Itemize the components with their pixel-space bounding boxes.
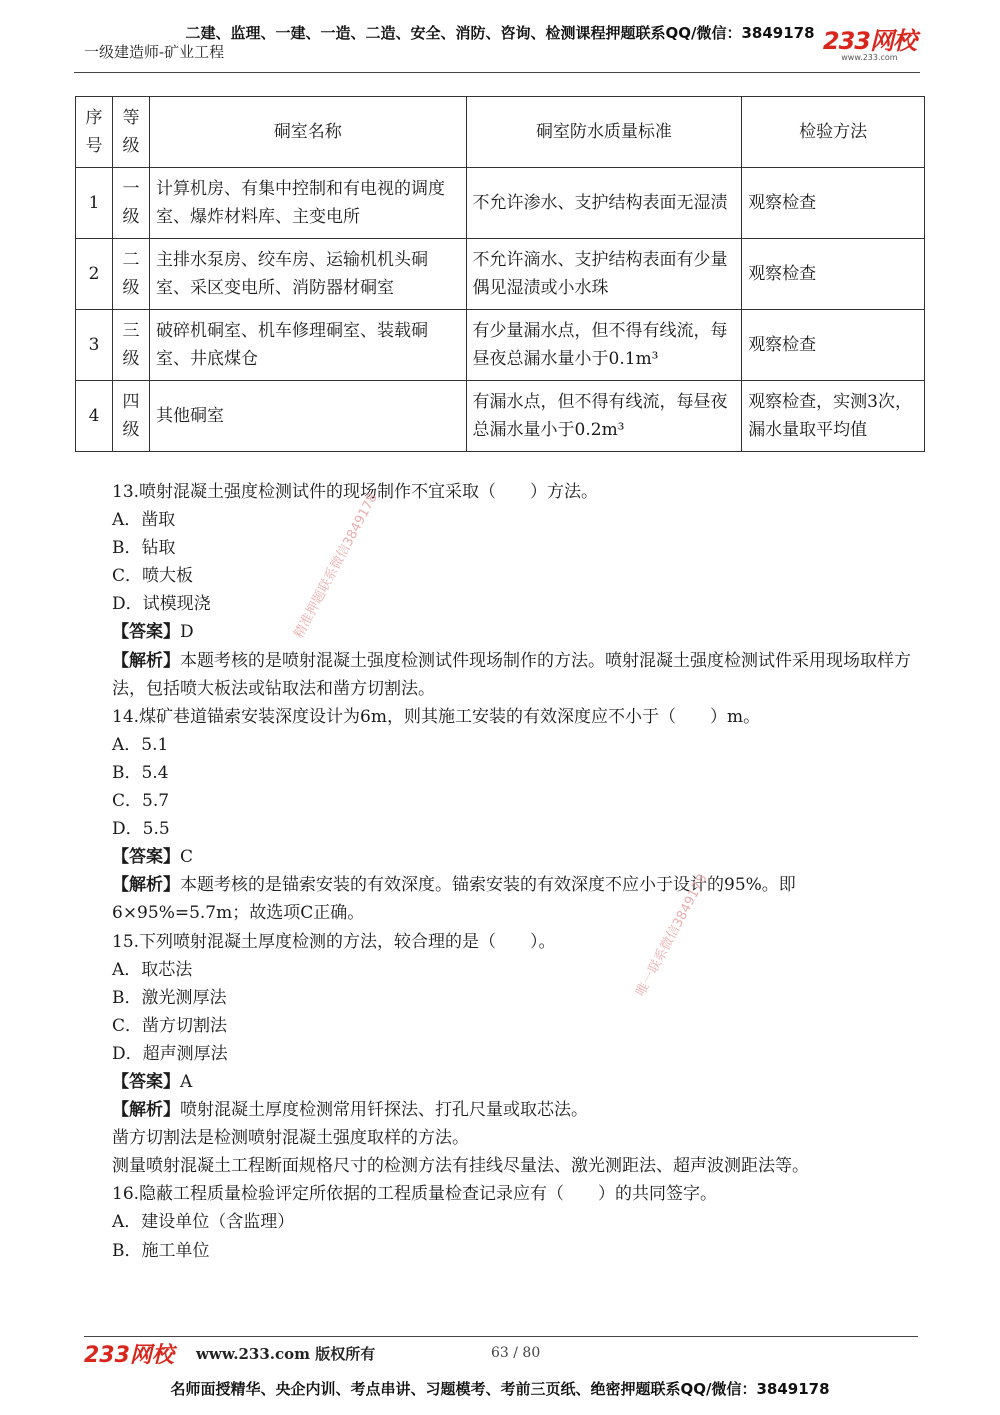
cell-standard: 不允许滴水、支护结构表面有少量偶见湿渍或小水珠 (466, 239, 742, 310)
header-cell-name: 硐室名称 (149, 97, 466, 168)
watermark-text: 精准押题联系微信3849178 (291, 490, 381, 641)
cell-name: 其他硐室 (149, 381, 466, 452)
answer-value: D (180, 622, 194, 643)
cell-name: 主排水泵房、绞车房、运输机机头硐室、采区变电所、消防器材硐室 (149, 239, 466, 310)
cell-method: 观察检查，实测3次，漏水量取平均值 (742, 381, 925, 452)
option-item: B．施工单位 (112, 1240, 210, 1261)
waterproof-standard-table (75, 96, 925, 452)
answer-line (76, 1068, 926, 1096)
cell-name: 破碎机硐室、机车修理硐室、装载硐室、井底煤仓 (149, 310, 466, 381)
table-row (76, 310, 925, 381)
cell-grade: 四级 (112, 381, 149, 452)
option-item: B．5.4 (112, 762, 169, 783)
answer-value: C (180, 847, 194, 868)
option-item: C．凿方切割法 (112, 1015, 228, 1036)
watermark-text: 唯一联系微信3849178 (633, 871, 711, 999)
option-item: D．超声测厚法 (112, 1043, 228, 1064)
answer-label: 【答案】 (112, 847, 180, 868)
analysis-text: 本题考核的是锚索安装的有效深度。锚索安装的有效深度不应小于设计的95%。即6×95%=5.7m；故选项C正确。 (112, 875, 796, 924)
cell-name: 计算机房、有集中控制和有电视的调度室、爆炸材料库、主变电所 (149, 168, 466, 239)
header-cell-method: 检验方法 (742, 97, 925, 168)
option-item: A．取芯法 (112, 959, 193, 980)
question-stem: 16.隐蔽工程质量检验评定所依据的工程质量检查记录应有（ ）的共同签字。 (112, 1184, 718, 1205)
analysis-text: 本题考核的是喷射混凝土强度检测试件现场制作的方法。喷射混凝土强度检测试件采用现场取样方法，包括喷大板法或钻取法和凿方切割法。 (112, 650, 911, 699)
analysis-line (76, 871, 926, 927)
option-item: B．钻取 (112, 538, 176, 559)
brand-logo (823, 28, 916, 62)
option-item: A．建设单位（含监理） (112, 1212, 295, 1233)
header-divider (74, 72, 920, 73)
header-cell-standard: 硐室防水质量标准 (466, 97, 742, 168)
cell-no: 1 (76, 168, 113, 239)
question-stem: 13.喷射混凝土强度检测试件的现场制作不宜采取（ ）方法。 (112, 482, 599, 502)
cell-standard: 有少量漏水点，但不得有线流，每昼夜总漏水量小于0.1m³ (466, 310, 742, 381)
cell-standard: 不允许渗水、支护结构表面无湿渍 (466, 168, 742, 239)
table-row (76, 239, 925, 310)
question-stem: 14.煤矿巷道锚索安装深度设计为6m，则其施工安装的有效深度应不小于（ ）m。 (112, 706, 761, 727)
table-row (76, 168, 925, 239)
cell-method: 观察检查 (742, 310, 925, 381)
cell-method: 观察检查 (742, 239, 925, 310)
answer-label: 【答案】 (112, 1071, 180, 1092)
logo-url: www.233.com (841, 53, 898, 62)
analysis-text: 测量喷射混凝土工程断面规格尺寸的检测方法有挂线尽量法、激光测距法、超声波测距法等。 (112, 1156, 809, 1177)
table-header-row (76, 97, 925, 168)
option-item: A．5.1 (112, 734, 169, 755)
header-ad-text: 二建、监理、一建、一造、二造、安全、消防、咨询、检测课程押题联系QQ/微信：3849178 (185, 24, 815, 42)
analysis-line (76, 1096, 926, 1124)
cell-no: 4 (76, 381, 113, 452)
cell-no: 3 (76, 310, 113, 381)
analysis-label: 【解析】 (112, 1100, 180, 1121)
analysis-text: 凿方切割法是检测喷射混凝土强度取样的方法。 (112, 1128, 469, 1149)
option-item: C．喷大板 (112, 566, 194, 587)
footer-copyright: www.233.com 版权所有 (196, 1345, 376, 1363)
cell-grade: 一级 (112, 168, 149, 239)
page-number: 63 / 80 (491, 1345, 541, 1361)
header-cell-no: 序号 (76, 97, 113, 168)
cell-standard: 有漏水点，但不得有线流，每昼夜总漏水量小于0.2m³ (466, 381, 742, 452)
analysis-label: 【解析】 (112, 875, 180, 896)
footer-divider (84, 1336, 918, 1337)
cell-no: 2 (76, 239, 113, 310)
option-item: C．5.7 (112, 791, 170, 812)
header-cell-grade: 等级 (112, 97, 149, 168)
answer-line (76, 618, 926, 646)
logo-mark: 233网校 (822, 27, 916, 55)
document-subtitle: 一级建造师-矿业工程 (84, 43, 225, 61)
cell-grade: 三级 (112, 310, 149, 381)
answer-value: A (180, 1071, 193, 1092)
option-item: D．试模现浇 (112, 594, 211, 615)
answer-line (76, 843, 926, 871)
question-stem: 15.下列喷射混凝土厚度检测的方法，较合理的是（ ）。 (112, 931, 556, 952)
option-item: B．激光测厚法 (112, 987, 227, 1008)
option-item: A．凿取 (112, 510, 176, 531)
analysis-text: 喷射混凝土厚度检测常用钎探法、打孔尺量或取芯法。 (180, 1100, 588, 1121)
footer-ad-text: 名师面授精华、央企内训、考点串讲、习题模考、考前三页纸、绝密押题联系QQ/微信：3849178 (170, 1380, 830, 1398)
analysis-label: 【解析】 (112, 650, 180, 671)
cell-grade: 二级 (112, 239, 149, 310)
answer-label: 【答案】 (112, 622, 180, 643)
question-list (76, 478, 926, 1265)
option-item: D．5.5 (112, 819, 170, 840)
cell-method: 观察检查 (742, 168, 925, 239)
footer-logo: 233网校 (84, 1343, 174, 1368)
table-row (76, 381, 925, 452)
analysis-line (76, 647, 926, 703)
